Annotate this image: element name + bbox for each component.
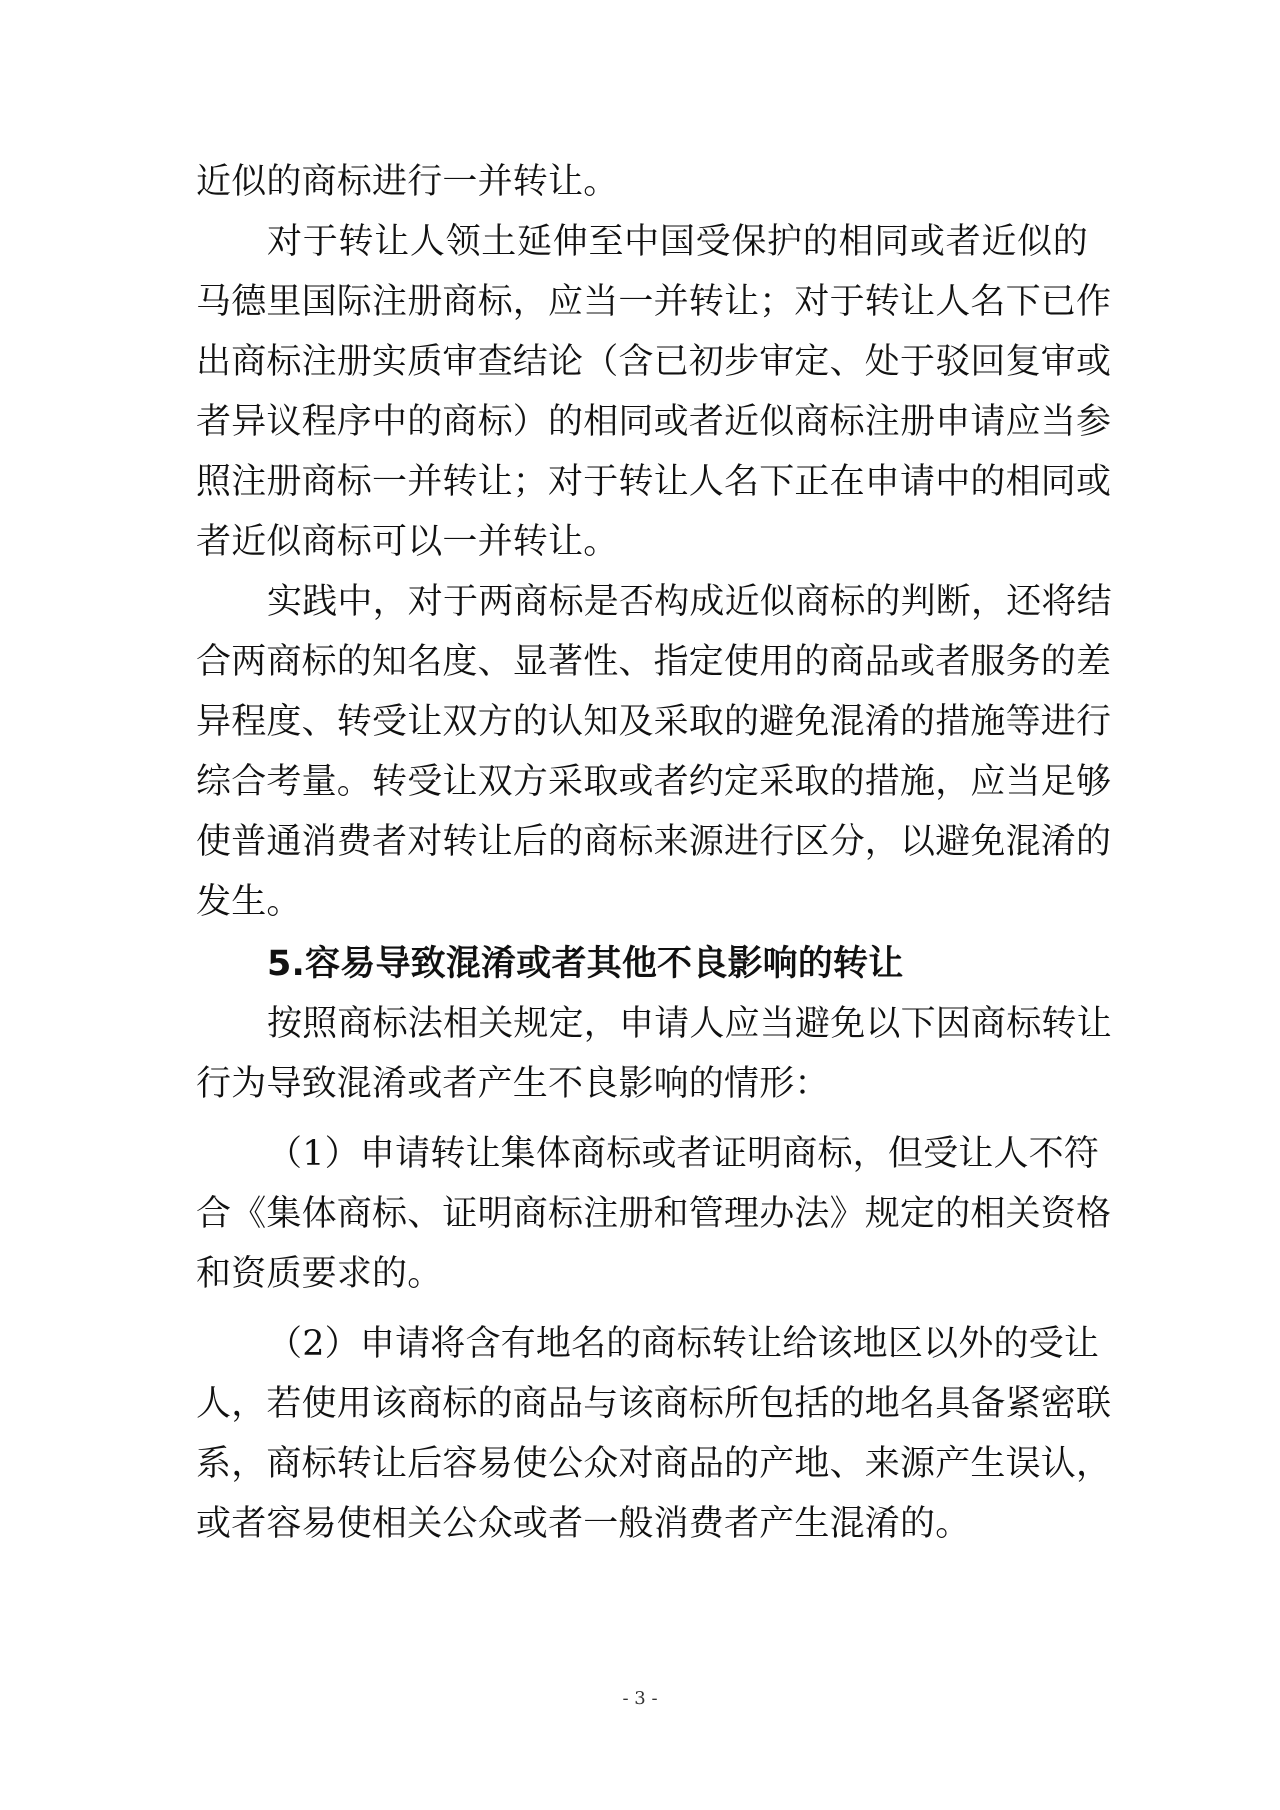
- list-item-2-start: （2）申请将含有地名的商标转让给该地区以外的受让: [267, 1324, 1100, 1364]
- paragraph-start-line: 对于转让人领土延伸至中国受保护的相同或者近似的: [267, 222, 1088, 262]
- paragraph-start-line: 实践中，对于两商标是否构成近似商标的判断，还将结: [267, 582, 1112, 622]
- text-line: 马德里国际注册商标，应当一并转让；对于转让人名下已作: [196, 282, 1112, 322]
- text-line: 合两商标的知名度、显著性、指定使用的商品或者服务的差: [196, 642, 1112, 682]
- text-line: 者异议程序中的商标）的相同或者近似商标注册申请应当参: [196, 402, 1112, 442]
- paragraph-start-line: 按照商标法相关规定，申请人应当避免以下因商标转让: [267, 1004, 1112, 1044]
- text-line: 发生。: [196, 882, 302, 922]
- text-line: 近似的商标进行一并转让。: [196, 162, 619, 202]
- text-line: 合《集体商标、证明商标注册和管理办法》规定的相关资格: [196, 1194, 1112, 1234]
- text-line: 使普通消费者对转让后的商标来源进行区分，以避免混淆的: [196, 822, 1112, 862]
- text-line: 出商标注册实质审查结论（含已初步审定、处于驳回复审或: [196, 342, 1112, 382]
- text-line: 人，若使用该商标的商品与该商标所包括的地名具备紧密联: [196, 1384, 1112, 1424]
- text-line: 系，商标转让后容易使公众对商品的产地、来源产生误认，: [196, 1444, 1112, 1484]
- text-line: 和资质要求的。: [196, 1254, 443, 1294]
- text-line: 综合考量。转受让双方采取或者约定采取的措施，应当足够: [196, 762, 1112, 802]
- section-heading: 5.容易导致混淆或者其他不良影响的转让: [267, 944, 904, 984]
- text-line: 或者容易使相关公众或者一般消费者产生混淆的。: [196, 1504, 971, 1544]
- text-line: 者近似商标可以一并转让。: [196, 522, 619, 562]
- text-line: 异程度、转受让双方的认知及采取的避免混淆的措施等进行: [196, 702, 1112, 742]
- page-number: - 3 -: [622, 1688, 658, 1709]
- document-body: [196, 152, 1112, 1554]
- list-item-1-start: （1）申请转让集体商标或者证明商标，但受让人不符: [267, 1134, 1100, 1174]
- text-line: 照注册商标一并转让；对于转让人名下正在申请中的相同或: [196, 462, 1112, 502]
- text-line: 行为导致混淆或者产生不良影响的情形：: [196, 1064, 830, 1104]
